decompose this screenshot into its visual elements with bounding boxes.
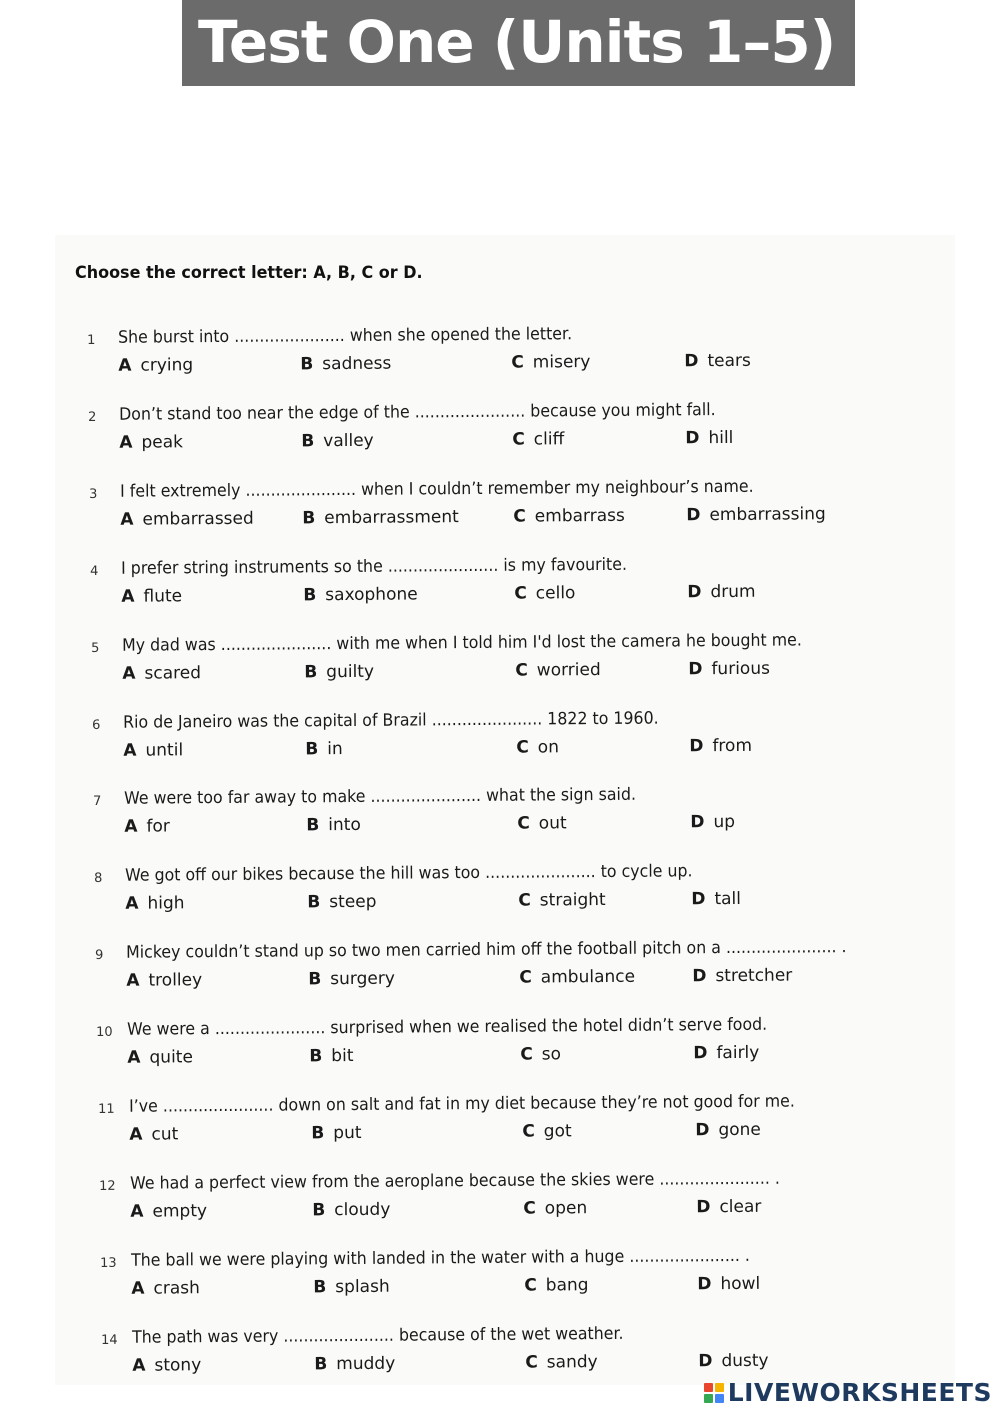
question-text: I’ve ...................... down on salt and fat in my diet because they’re not good for me.: [128, 1091, 795, 1117]
option-word: from: [712, 735, 753, 756]
option-letter: A: [121, 586, 135, 607]
option-letter: B: [304, 661, 318, 682]
option-word: embarrassed: [142, 508, 254, 530]
option-b[interactable]: [311, 1123, 361, 1143]
option-letter: B: [310, 1123, 324, 1144]
option-d[interactable]: [685, 428, 733, 448]
option-word: hill: [708, 427, 734, 449]
option-word: bit: [331, 1046, 354, 1067]
option-a[interactable]: [118, 355, 193, 376]
question-text: We had a perfect view from the aeroplane because the skies were ...................... .: [129, 1168, 780, 1194]
option-word: up: [713, 812, 736, 833]
question-item: [89, 475, 969, 536]
option-b[interactable]: [312, 1200, 390, 1221]
option-letter: A: [131, 1355, 146, 1376]
option-d[interactable]: [694, 1043, 760, 1064]
option-c[interactable]: [511, 352, 590, 373]
option-letter: C: [518, 890, 532, 911]
option-a[interactable]: [132, 1355, 201, 1376]
question-number: 8: [94, 871, 103, 887]
option-letter: D: [685, 428, 700, 449]
option-d[interactable]: [697, 1274, 760, 1294]
option-letter: C: [517, 813, 531, 835]
option-word: for: [146, 816, 171, 837]
option-letter: A: [126, 970, 140, 991]
option-c[interactable]: [519, 890, 607, 911]
option-letter: B: [312, 1277, 326, 1298]
question-number: 9: [95, 948, 104, 964]
option-word: embarrass: [534, 505, 625, 527]
option-letter: B: [307, 892, 321, 913]
option-letter: B: [301, 431, 315, 452]
option-letter: A: [123, 740, 137, 761]
question-text: We were too far away to make ...................... what the sign said.: [124, 785, 637, 810]
question-text: I felt extremely ...................... when I couldn’t remember my neighbour’s name.: [120, 476, 754, 502]
option-letter: B: [303, 584, 317, 606]
option-word: fairly: [716, 1042, 760, 1064]
option-b[interactable]: [308, 892, 377, 913]
question-item: [101, 1321, 981, 1382]
question-number: 10: [96, 1024, 114, 1041]
option-word: flute: [143, 585, 183, 607]
question-number: 11: [97, 1101, 115, 1117]
question-text: Don’t stand too near the edge of the ...................... because you might fall.: [119, 399, 716, 425]
question-text: The path was very ...................... because of the wet weather.: [131, 1323, 624, 1348]
question-item: [88, 398, 968, 459]
option-word: quite: [149, 1047, 194, 1068]
question-item: [91, 629, 971, 690]
option-word: furious: [711, 658, 771, 679]
question-item: [90, 552, 970, 613]
option-letter: B: [309, 1046, 323, 1067]
option-letter: D: [690, 812, 705, 833]
option-b[interactable]: [310, 1046, 354, 1066]
option-word: crash: [152, 1278, 200, 1299]
option-letter: D: [688, 658, 703, 679]
question-number: 14: [100, 1332, 118, 1348]
option-letter: A: [130, 1278, 145, 1299]
option-word: embarrassing: [709, 504, 826, 525]
option-word: got: [543, 1121, 572, 1142]
option-letter: C: [511, 352, 524, 373]
option-letter: C: [523, 1275, 537, 1296]
option-letter: A: [124, 817, 138, 838]
logo-icon: [704, 1383, 724, 1403]
option-letter: A: [128, 1124, 143, 1145]
option-word: out: [538, 813, 567, 834]
option-word: tall: [714, 889, 742, 910]
option-word: gone: [717, 1119, 761, 1141]
option-word: misery: [532, 352, 591, 373]
option-word: cut: [150, 1124, 178, 1145]
option-d[interactable]: [692, 889, 742, 909]
question-number: 5: [91, 640, 100, 656]
option-b[interactable]: [305, 739, 343, 759]
question-number: 3: [89, 486, 98, 502]
option-word: crying: [140, 355, 194, 376]
option-letter: B: [302, 508, 316, 529]
page-title: Test One (Units 1–5): [198, 8, 836, 76]
option-letter: C: [522, 1198, 536, 1219]
option-b[interactable]: [313, 1277, 390, 1298]
question-item: [94, 859, 974, 920]
option-c[interactable]: [525, 1352, 598, 1373]
question-text: We were a ...................... surprised when we realised the hotel didn’t serve food.: [127, 1014, 768, 1040]
option-word: put: [332, 1122, 362, 1144]
option-word: scared: [144, 662, 202, 684]
option-word: tears: [707, 350, 751, 372]
option-letter: D: [692, 966, 707, 987]
option-c[interactable]: [516, 737, 559, 757]
option-letter: D: [689, 735, 704, 756]
option-a[interactable]: [120, 509, 254, 530]
option-letter: C: [514, 583, 527, 604]
option-letter: B: [308, 969, 322, 990]
option-a[interactable]: [119, 432, 183, 452]
option-c[interactable]: [523, 1198, 587, 1219]
option-word: saxophone: [325, 584, 418, 605]
option-c[interactable]: [521, 1044, 562, 1064]
option-d[interactable]: [698, 1350, 768, 1371]
option-c[interactable]: [520, 967, 636, 988]
question-number: 12: [98, 1178, 116, 1194]
option-word: trolley: [148, 970, 203, 991]
option-letter: A: [122, 663, 136, 684]
option-d[interactable]: [689, 735, 752, 755]
option-word: sadness: [322, 353, 392, 375]
option-word: so: [542, 1044, 562, 1065]
option-letter: C: [524, 1352, 538, 1373]
option-a[interactable]: [122, 663, 201, 684]
option-c[interactable]: [512, 429, 564, 449]
option-word: on: [537, 736, 560, 757]
option-a[interactable]: [127, 970, 203, 991]
option-c[interactable]: [518, 814, 567, 834]
question-text: We got off our bikes because the hill was too ...................... to cycle up.: [125, 861, 693, 887]
option-letter: C: [513, 506, 526, 527]
option-word: straight: [540, 890, 607, 911]
logo-wordmark: LIVEWORKSHEETS: [727, 1378, 992, 1407]
option-c[interactable]: [514, 583, 575, 603]
option-a[interactable]: [129, 1124, 178, 1144]
option-a[interactable]: [123, 740, 183, 760]
option-b[interactable]: [301, 431, 374, 452]
option-word: guilty: [326, 661, 375, 682]
option-letter: D: [684, 351, 699, 372]
option-letter: D: [696, 1273, 712, 1295]
instruction-text: Choose the correct letter: A, B, C or D.: [75, 263, 423, 283]
option-letter: A: [127, 1047, 141, 1068]
option-word: sandy: [546, 1351, 598, 1373]
option-letter: A: [125, 893, 139, 915]
question-text: My dad was ...................... with me when I told him I'd lost the camera he bought me.: [122, 630, 803, 656]
option-word: dusty: [720, 1350, 769, 1371]
question-number: 13: [99, 1255, 117, 1271]
question-number: 7: [93, 794, 102, 810]
option-word: peak: [141, 432, 184, 453]
question-item: [100, 1244, 980, 1305]
liveworksheets-logo: [704, 1378, 992, 1407]
option-word: howl: [719, 1273, 760, 1294]
option-c[interactable]: [513, 506, 625, 527]
question-number: 2: [88, 409, 97, 425]
option-letter: B: [300, 354, 314, 375]
option-word: muddy: [335, 1353, 395, 1374]
option-letter: A: [120, 509, 134, 530]
option-word: embarrassment: [324, 506, 459, 528]
option-word: cliff: [533, 429, 565, 450]
option-d[interactable]: [693, 966, 793, 987]
option-word: ambulance: [541, 966, 636, 988]
option-letter: B: [313, 1353, 327, 1375]
option-d[interactable]: [695, 1120, 761, 1141]
option-word: splash: [334, 1276, 390, 1297]
option-word: cello: [535, 582, 576, 604]
option-letter: D: [686, 504, 701, 526]
option-letter: C: [519, 967, 533, 988]
option-word: open: [544, 1198, 587, 1219]
option-word: valley: [323, 430, 374, 452]
option-word: until: [145, 739, 184, 761]
option-letter: D: [694, 1120, 709, 1141]
option-letter: A: [119, 432, 133, 453]
option-word: empty: [151, 1201, 207, 1222]
option-b[interactable]: [302, 507, 459, 528]
question-item: [98, 1090, 978, 1151]
option-word: bang: [545, 1274, 589, 1296]
option-letter: B: [305, 738, 319, 759]
option-letter: D: [693, 1043, 708, 1064]
option-letter: D: [697, 1350, 713, 1371]
option-b[interactable]: [303, 584, 418, 605]
option-d[interactable]: [696, 1197, 761, 1218]
question-item: [92, 706, 972, 767]
question-number: 1: [87, 332, 96, 348]
question-text: I prefer string instruments so the ...................... is my favourite.: [121, 554, 628, 579]
option-a[interactable]: [121, 586, 182, 606]
option-letter: C: [521, 1121, 535, 1142]
question-item: [87, 321, 967, 382]
option-word: high: [147, 893, 185, 914]
option-word: stretcher: [715, 965, 793, 987]
option-word: drum: [710, 581, 756, 602]
option-letter: A: [129, 1201, 144, 1222]
option-c[interactable]: [524, 1275, 588, 1296]
option-c[interactable]: [515, 660, 601, 681]
option-word: worried: [536, 659, 602, 681]
option-word: clear: [718, 1196, 761, 1218]
question-item: [95, 936, 975, 997]
question-item: [96, 1013, 976, 1074]
option-a[interactable]: [130, 1201, 207, 1222]
option-letter: C: [515, 660, 529, 681]
option-letter: B: [311, 1200, 325, 1221]
question-item: [99, 1167, 979, 1228]
option-letter: D: [687, 581, 702, 602]
option-letter: C: [516, 737, 530, 758]
question-number: 6: [92, 717, 101, 733]
option-b[interactable]: [300, 354, 391, 375]
option-d[interactable]: [684, 351, 751, 372]
option-a[interactable]: [131, 1278, 200, 1299]
option-letter: A: [118, 355, 132, 376]
option-letter: B: [306, 815, 320, 836]
option-a[interactable]: [125, 817, 171, 837]
question-text: Mickey couldn’t stand up so two men carried him off the football pitch on a ...................... .: [126, 937, 848, 963]
option-word: surgery: [330, 968, 396, 990]
question-text: Rio de Janeiro was the capital of Brazil ...................... 1822 to 1960.: [123, 708, 659, 733]
question-item: [93, 782, 973, 843]
option-d[interactable]: [687, 581, 755, 602]
option-d[interactable]: [688, 658, 770, 679]
option-d[interactable]: [686, 504, 826, 525]
option-word: in: [327, 738, 344, 759]
option-letter: C: [520, 1044, 534, 1065]
option-b[interactable]: [307, 815, 362, 835]
option-word: cloudy: [333, 1199, 390, 1221]
option-b[interactable]: [314, 1353, 395, 1374]
option-word: stony: [154, 1354, 201, 1376]
option-a[interactable]: [128, 1047, 194, 1068]
option-a[interactable]: [126, 894, 185, 914]
question-number: 4: [90, 563, 99, 579]
question-text: She burst into ...................... when she opened the letter.: [117, 324, 573, 348]
option-letter: C: [512, 429, 525, 450]
option-letter: D: [695, 1197, 711, 1218]
option-letter: D: [691, 889, 706, 910]
option-d[interactable]: [690, 812, 735, 832]
option-b[interactable]: [309, 969, 396, 990]
option-word: steep: [329, 892, 377, 913]
option-word: into: [328, 815, 362, 836]
option-b[interactable]: [304, 661, 374, 682]
option-c[interactable]: [522, 1121, 571, 1141]
question-text: The ball we were playing with landed in the water with a huge ...................... .: [130, 1245, 750, 1271]
